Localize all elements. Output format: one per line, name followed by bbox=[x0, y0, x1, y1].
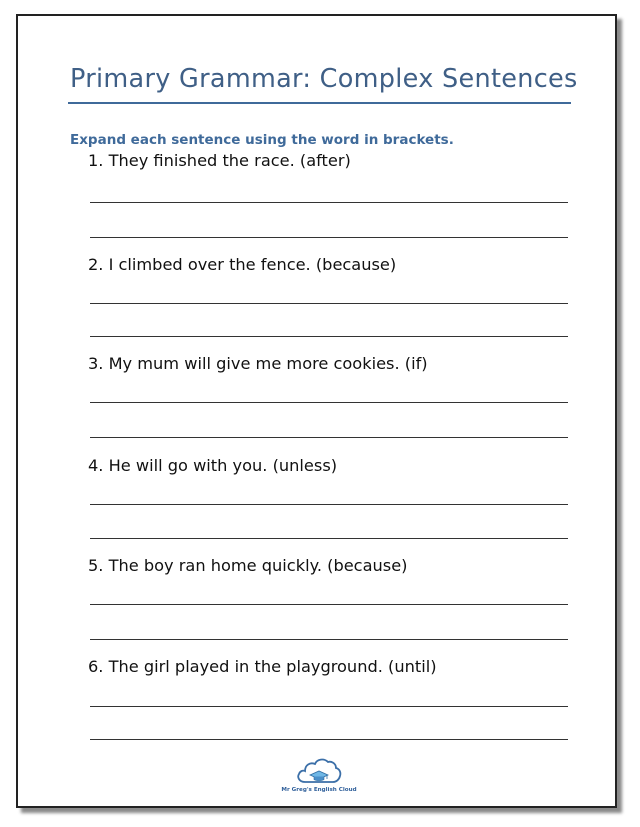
question-4: 4. He will go with you. (unless) bbox=[88, 456, 338, 475]
page-title: Primary Grammar: Complex Sentences bbox=[70, 64, 578, 94]
answer-line-4b[interactable] bbox=[90, 538, 568, 539]
instructions-text: Expand each sentence using the word in brackets. bbox=[70, 132, 454, 148]
brand-logo bbox=[274, 754, 364, 806]
answer-line-3b[interactable] bbox=[90, 437, 568, 438]
question-6: 6. The girl played in the playground. (until) bbox=[88, 657, 437, 676]
answer-line-1a[interactable] bbox=[90, 202, 568, 203]
answer-line-6a[interactable] bbox=[90, 706, 568, 707]
cloud-icon bbox=[296, 754, 342, 786]
answer-line-2a[interactable] bbox=[90, 303, 568, 304]
answer-line-3a[interactable] bbox=[90, 402, 568, 403]
answer-line-4a[interactable] bbox=[90, 504, 568, 505]
answer-line-6b[interactable] bbox=[90, 739, 568, 740]
logo-text: Mr Greg's English Cloud bbox=[281, 787, 357, 793]
question-1: 1. They finished the race. (after) bbox=[88, 151, 351, 170]
title-divider bbox=[68, 102, 571, 104]
answer-line-1b[interactable] bbox=[90, 237, 568, 238]
answer-line-5a[interactable] bbox=[90, 604, 568, 605]
question-2: 2. I climbed over the fence. (because) bbox=[88, 255, 397, 274]
question-3: 3. My mum will give me more cookies. (if) bbox=[88, 354, 428, 373]
answer-line-2b[interactable] bbox=[90, 336, 568, 337]
answer-line-5b[interactable] bbox=[90, 639, 568, 640]
worksheet-page bbox=[16, 14, 617, 808]
question-5: 5. The boy ran home quickly. (because) bbox=[88, 556, 408, 575]
